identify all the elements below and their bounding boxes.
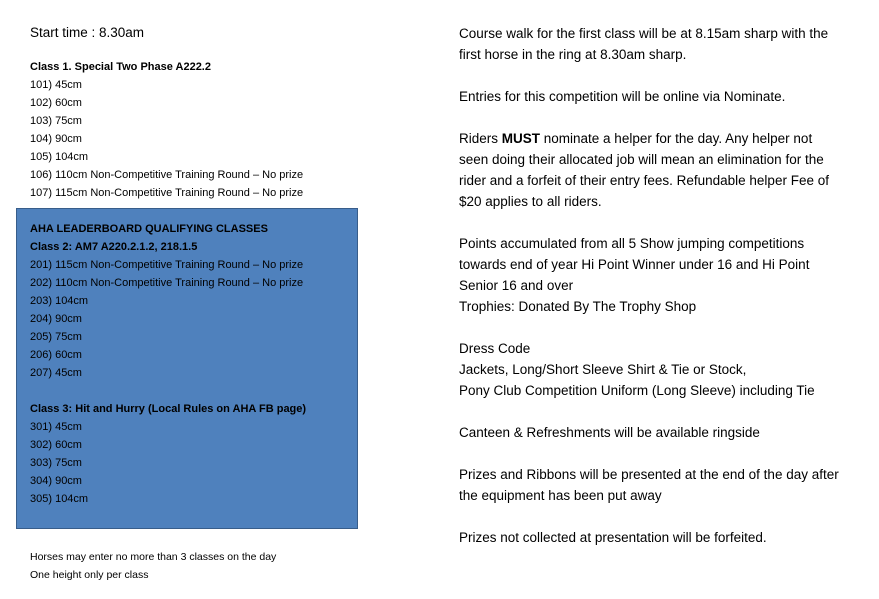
dress-code-line: Pony Club Competition Uniform (Long Sleeve) including Tie [459,383,815,398]
class3-item: 302) 60cm [30,439,82,451]
info-column [459,23,869,569]
class1-item: 103) 75cm [30,115,82,127]
start-time: Start time : 8.30am [30,25,145,40]
class1-item: 102) 60cm [30,97,82,109]
points-line: Senior 16 and over [459,278,574,293]
class2-item: 202) 110cm Non-Competitive Training Round – No prize [30,277,304,289]
footer-line: One height only per class [30,569,149,581]
class2-item: 207) 45cm [30,367,82,379]
class1-section [30,58,303,202]
forfeit-text: Prizes not collected at presentation will be forfeited. [459,530,767,545]
footer-line: Horses may enter no more than 3 classes on the day [30,551,277,563]
course-walk-paragraph [459,23,869,65]
class2-item: 201) 115cm Non-Competitive Training Round – No prize [30,259,304,271]
entries-paragraph [459,86,869,107]
riders-line: rider and a forfeit of their entry fees. Refundable helper Fee of [459,173,829,188]
points-line: towards end of year Hi Point Winner under 16 and Hi Point [459,257,810,272]
canteen-paragraph [459,422,869,443]
entries-text: Entries for this competition will be online via Nominate. [459,89,786,104]
dress-code-paragraph [459,338,869,401]
class3-item: 303) 75cm [30,457,82,469]
class2-item: 206) 60cm [30,349,82,361]
points-line: Points accumulated from all 5 Show jumping competitions [459,236,805,251]
course-walk-line: first horse in the ring at 8.30am sharp. [459,47,687,62]
class3-item: 304) 90cm [30,475,82,487]
dress-code-title: Dress Code [459,341,531,356]
forfeit-paragraph [459,527,869,548]
canteen-text: Canteen & Refreshments will be available ringside [459,425,760,440]
prizes-line: Prizes and Ribbons will be presented at the end of the day after [459,467,839,482]
class1-item: 101) 45cm [30,79,82,91]
riders-line: $20 applies to all riders. [459,194,602,209]
class3-item: 301) 45cm [30,421,82,433]
class1-item: 104) 90cm [30,133,82,145]
riders-paragraph [459,128,869,212]
leaderboard-box [16,208,358,529]
footer-notes [30,548,276,584]
class1-item: 105) 104cm [30,151,89,163]
trophies-line: Trophies: Donated By The Trophy Shop [459,299,697,314]
class2-item: 204) 90cm [30,313,82,325]
class2-item: 203) 104cm [30,295,89,307]
course-walk-line: Course walk for the first class will be at 8.15am sharp with the [459,26,829,41]
riders-line: seen doing their allocated job will mean an elimination for the [459,152,824,167]
class2-item: 205) 75cm [30,331,82,343]
class1-item: 106) 110cm Non-Competitive Training Round – No prize [30,169,304,181]
class2-title: Class 2: AM7 A220.2.1.2, 218.1.5 [30,241,198,253]
prizes-paragraph [459,464,869,506]
class3-title: Class 3: Hit and Hurry (Local Rules on AHA FB page) [30,403,307,415]
riders-prefix: Riders [459,131,502,146]
riders-must: MUST [501,131,541,146]
riders-line1-rest: nominate a helper for the day. Any helper not [540,131,813,146]
class3-item: 305) 104cm [30,493,89,505]
prizes-line: the equipment has been put away [459,488,662,503]
leaderboard-heading: AHA LEADERBOARD QUALIFYING CLASSES [30,223,268,235]
riders-line-1 [459,128,869,149]
points-paragraph [459,233,869,317]
class1-item: 107) 115cm Non-Competitive Training Round – No prize [30,187,304,199]
class1-title: Class 1. Special Two Phase A222.2 [30,61,211,73]
dress-code-line: Jackets, Long/Short Sleeve Shirt & Tie or Stock, [459,362,747,377]
